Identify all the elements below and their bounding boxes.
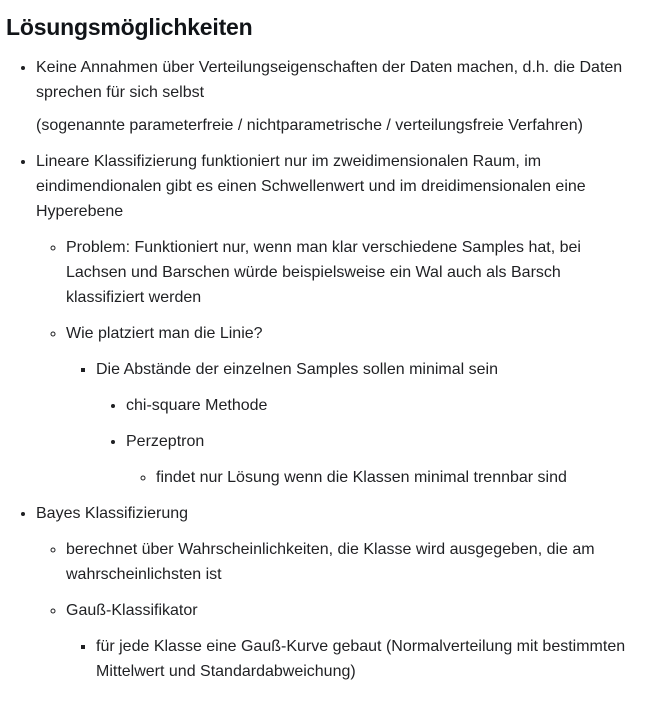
list-item-text: Keine Annahmen über Verteilungseigenschaften der Daten machen, d.h. die Daten sprechen für sich selbst xyxy=(36,59,623,101)
list-item xyxy=(126,393,643,418)
list-item-text: Gauß-Klassifikator xyxy=(66,602,198,619)
list-item-text: Wie platziert man die Linie? xyxy=(66,325,263,342)
list-item-text: berechnet über Wahrscheinlichkeiten, die Klasse wird ausgegeben, die am wahrscheinlichsten ist xyxy=(66,541,595,583)
page-title: Lösungsmöglichkeiten xyxy=(6,14,253,40)
list-item-text: Perzeptron xyxy=(126,433,205,450)
list-item-text: Lineare Klassifizierung funktioniert nur im zweidimensionalen Raum, im eindimendionalen gibt es einen Schwellenwert und im dreidimensionalen eine Hyperebene xyxy=(36,153,586,220)
list-item-text: findet nur Lösung wenn die Klassen minimal trennbar sind xyxy=(156,469,567,486)
outline-list xyxy=(6,55,643,684)
list-item-note: (sogenannte parameterfreie / nichtparametrische / verteilungsfreie Verfahren) xyxy=(36,117,583,134)
sublist xyxy=(66,634,643,684)
list-item-text: Die Abstände der einzelnen Samples sollen minimal sein xyxy=(96,361,498,378)
list-item xyxy=(66,235,643,310)
list-item xyxy=(156,465,643,490)
list-item xyxy=(66,537,643,587)
list-item xyxy=(96,634,643,684)
sublist xyxy=(66,357,643,490)
list-item xyxy=(36,501,643,684)
list-item-text: für jede Klasse eine Gauß-Kurve gebaut (Normalverteilung mit bestimmten Mittelwert und Standardabweichung) xyxy=(96,638,626,680)
sublist xyxy=(126,465,643,490)
sublist xyxy=(96,393,643,490)
list-item xyxy=(96,357,643,490)
sublist xyxy=(36,537,643,684)
list-item xyxy=(126,429,643,490)
list-item-text: Problem: Funktioniert nur, wenn man klar verschiedene Samples hat, bei Lachsen und Barschen würde beispielsweise ein Wal auch als Barsch klassifiziert werden xyxy=(66,239,581,306)
list-item xyxy=(36,149,643,490)
list-item xyxy=(66,598,643,684)
list-item-text: chi-square Methode xyxy=(126,397,268,414)
list-item xyxy=(36,55,643,138)
sublist xyxy=(36,235,643,490)
list-item xyxy=(66,321,643,490)
list-item-text: Bayes Klassifizierung xyxy=(36,505,189,522)
